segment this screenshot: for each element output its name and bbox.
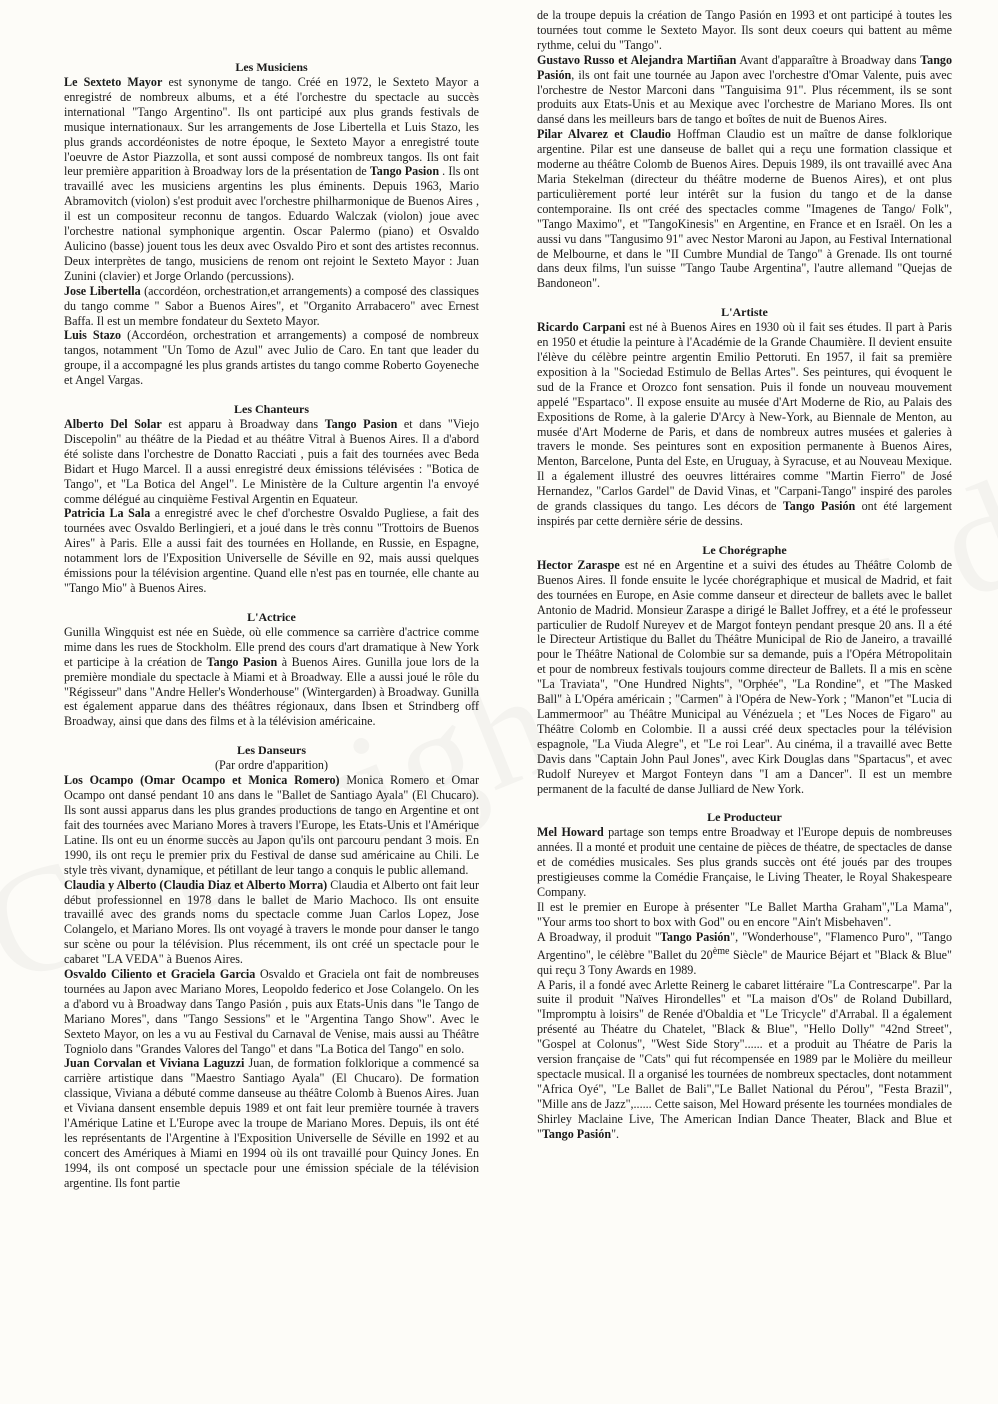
bio-sexteto-mayor: Le Sexteto Mayor est synonyme de tango. Créé en 1972, le Sexteto Mayor a enregistré de nombreux albums, et a été l'orchestre du spectacle au succès international "Tango Argentino". Ils ont participé aux plus grands festivals de musique internationaux. Sur les arrangements de Jose Libertella et Luis Stazo, les plus grands accordéonistes de notre époque, le Sexteto Mayor a enregistré toute l'oeuvre de Astor Piazzolla, et sont aussi composé de nombreux tangos. Ils ont fait leur première apparition à Broadway lors de la présentation de Tango Pasion . Ils ont travaillé avec les musiciens argentins les plus éminents. Depuis 1963, Mario Abramovitch (violon) s'est produit avec l'orchestre philharmonique de Buenos Aires , il est un compositeur reconnu de tangos. Eduardo Walczak (violon) joue avec l'orchestre national symphonique argentin. Oscar Palermo (piano) et Osvaldo Aulicino (basse) jouent tous les deux avec Osvaldo Piro et sont des artistes reconnus. Deux interprètes de tango, musiciens de renom ont rejoint le Sexteto Mayor : Juan Zunini (clavier) et Jorge Orlando (percussions). [64, 75, 479, 283]
bio-name: Osvaldo Ciliento et Graciela Garcia [64, 967, 256, 982]
bio-hector-zaraspe: Hector Zaraspe est né en Argentine et a suivi des études au Théâtre Colomb de Buenos Aires. Il fonde ensuite le lycée chorégraphique et musical de Madrid, et fait des tournées en Europe, en Asie comme danseur et directeur de ballets avec le ballet Antonio de Madrid. Monsieur Zaraspe a dirigé le Ballet Joffrey, et a été le professeur particulier de Rudolf Nureyev et de Margot fonteyn pendant presque 20 ans. Il a été le Directeur Artistique du Ballet du Théâtre Municipal de Rio de Janeiro, a travaillé pour le Théâtre National de Colombie sur sa demande, puis a l'Opéra Métropolitain et pour de nombreux festivals toujours comme directeur de Ballets. Il a mis en scène "La Traviata", "One Hundred Nights", "Orphée", "La Rondine", et "The Masked Ball" à L'Opéra américain ; "Carmen" à l'Opéra de New-York ; "Manon"et "Lucia di Lammermoor" au Théâtre Municipal au Vénézuela ; et "Les Noces de Figaro" au Théâtre Colomb en Colombie. Il a aussi créé deux spectacles pour la télévision espagnole, "La Viuda Alegre", et "Le roi Lear". Au cinéma, il a travaillé avec Bette Davis dans "Captain John Paul Jones", avec Kirk Douglas dans "Spartacus", et avec Rudolf Nureyev et Margot Fonteyn dans "I am a Dancer". Il est un membre permanent de la faculté de danse Julliard de New York. [537, 557, 953, 796]
section-title-choregraphe: Le Chorégraphe [702, 542, 787, 557]
bio-name: Mel Howard [537, 825, 604, 840]
bio-pilar-claudio: Pilar Alvarez et Claudio Hoffman Claudio est un maître de danse folklorique argentine. Pilar est une danseuse de ballet qui a reçu une formation classique et moderne au théâtre Colomb de Buenos Aires. Depuis 1989, ils ont travaillé avec Ana Maria Stekelman (directeur du théâtre moderne de Buenos Aires), et ont plus particulièrement porté leur intérêt sur la fusion du tango et de la danse contemporaine. Ils ont créé des spectacles comme "Imagenes de Tango/ Folk", "Tango Maximo", et "TangoKinesis" en Argentine, en France et en Israël. On les a aussi vu dans "Tangusimo 91" avec Nestor Maroni au Japon, au Festival International de Melbourne, et dans le "II Cumbre Mundial de Tango" à Grenade. Ils ont tourné dans deux films, l'un suisse "Tango Taube Argentina", l'autre allemand "Quejas de Bandoneon". [537, 127, 952, 291]
bio-name: Jose Libertella [64, 283, 141, 298]
section-title-chanteurs: Les Chanteurs [233, 402, 309, 417]
section-title-actrice: L'Actrice [247, 609, 296, 624]
left-column [64, 60, 479, 1191]
bio-osvaldo-graciela: Osvaldo Ciliento et Graciela Garcia Osvaldo et Graciela ont fait de nombreuses tournées au Japon avec Mariano Mores, Leopoldo federico et Jose Colangelo. On les a d'abord vu à Broadway dans Tango Pasión , puis aux Etats-Unis dans "le Tango de Mariano Mores", dans "Tango Sessions" et le "Argentina Tango Show". Avec le Sexteto Mayor, on les a vu au Festival du Carnaval de Venise, mais aussi au Théâtre Togniolo dans "Grandes Valores del Tango" et dans "La Botica del Tango" en solo. [64, 967, 479, 1056]
bio-juan-viviana: Juan Corvalan et Viviana Laguzzi Juan, de formation folklorique a commencé sa carrière artistique dans "Maestro Santiago Ayala" (El Chucaro). De formation classique, Viviana a débuté comme danseuse au théâtre Colomb à Buenos Aires. Juan et Viviana dansent ensemble depuis 1989 et ont fait leur première tournée à travers l'Amérique Latine et L'Europe avec la troupe de Mariano Mores. Depuis, ils ont été les représentants de l'Argentine à l'Exposition Universelle de Séville en 1992 et au concert des Amériques à Miami en 1994 où ils ont travaillé pour Quincy Jones. En 1994, ils ont composé un spectacle pour une émission spéciale de la télévision argentine. Ils font partie [64, 1056, 479, 1190]
right-column [537, 8, 952, 1141]
bio-name: Los Ocampo (Omar Ocampo et Monica Romero) [64, 773, 340, 788]
bio-gunilla-wingquist: Gunilla Wingquist est née en Suède, où elle commence sa carrière d'actrice comme mime dans les rues de Stockholm. Elle prend des cours d'art dramatique à New York et participe à la création de Tango Pasion à Buenos Aires. Gunilla joue lors de la première mondiale du spectacle à Miami et à Broadway. Elle a aussi joué le rôle du "Régisseur" dans "Andre Heller's Wonderhouse" (Wintergarden) à Broadway. Gunilla est également apparue dans des théâtres régionaux, dans Ibsen et Strindberg off Broadway, ainsi que dans des films et à la télévision américaine. [64, 624, 479, 729]
section-subtitle-danseurs: (Par ordre d'apparition) [215, 758, 328, 773]
bio-name: Juan Corvalan et Viviana Laguzzi [64, 1056, 245, 1071]
bio-name: Pilar Alvarez et Claudio [537, 127, 671, 142]
bio-name: Gustavo Russo et Alejandra Martiñan [537, 52, 737, 67]
bio-los-ocampo: Los Ocampo (Omar Ocampo et Monica Romero) Monica Romero et Omar Ocampo ont dansé pendant 10 ans dans le "Ballet de Santiago Ayala" (El Chucaro). Ils sont aussi apparus dans les plus grandes productions de tango en Argentine et ont fait des tournées avec Mariano Mores à travers l'Europe, les Etats-Unis et l'Amérique Latine. Ils ont eu un énorme succès au Japon qu'ils ont parcouru pendant 3 mois. En 1990, ils ont reçu le premier prix du Festival de danse sud américaine au Chili. Le style très vivant, dynamique, et pétillant de leur tango a conquis le public allemand. [64, 773, 479, 877]
section-title-artiste: L'Artiste [721, 305, 768, 320]
bio-name: Claudia y Alberto (Claudia Diaz et Alberto Morra) [64, 877, 328, 892]
bio-mel-howard-paris: A Paris, il a fondé avec Arlette Reinerg le cabaret littéraire "La Contrescarpe". Par la suite il produit "Naïves Hirondelles" et "La maison d'Os" de Roland Dubillard, "Impromptu à loisirs" de Renée d'Obaldia et "Le Tricycle" d'Arrabal. Il a également présenté au Théatre du Chatelet, "Black & Blue", "Hello Dolly" "42nd Street", "Gospel at Colonus", "West Side Story"...... et a produit au Théatre de Paris la version française de "Cats" qui fut récompensée en 1989 par le Molière du meilleur spectacle musical. Il a organisé les tournées de nombreux spectacles, dont notamment "Africa Oyé", "Le Ballet de Bali","Le Ballet National du Pérou", "Festa Brazil", "Mille ans de Jazz",...... Cette saison, Mel Howard présente les tournées mondiales de Shirley Maclaine Live, The American Indian Dance Theater, Black and Blue et "Tango Pasión". [537, 977, 952, 1141]
bio-name: Patricia La Sala [64, 506, 151, 521]
bio-name: Luis Stazo [64, 328, 122, 343]
section-title-producteur: Le Producteur [707, 810, 782, 825]
bio-ricardo-carpani: Ricardo Carpani est né à Buenos Aires en 1930 où il fait ses études. Il part à Paris en 1950 et étudie la peinture à l'Académie de la Grande Chaumière. Il devient ensuite l'élève du célèbre peintre argentin Emilio Pettoruti. En 1957, il fait sa première exposition à la "Sociedad Estimulo de Bellas Artes". Ses peintures, qui évoquent le sud de la France et Orozco font sensation. Puis il fonde un nouveau mouvement appelé "Espartaco". Il expose ensuite au musée d'Art Moderne de Rio, au Palais des Expositions de Rome, à la galerie D'Arcy à New-York, au Biennale de Menton, au musée d'Art Moderne de Paris, et dans de nombreux autres musées et galeries à travers le monde. Ses peintures sont en exposition permanente à Buenos Aires, Menton, Barcelone, Punta del Este, en Uruguay, à Syracuse, et au Nouveau Mexique. Il a également illustré des oeuvres littéraires comme "Martin Fierro" de José Hernandez, "Carlos Gardel" de David Vinas, et "Carpani-Tango" inspiré des paroles de grands classiques du tango. Les décors de Tango Pasión ont été largement inspirés par cette dernière série de dessins. [537, 320, 952, 528]
bio-name: Ricardo Carpani [537, 320, 626, 335]
bio-gustavo-alejandra: Gustavo Russo et Alejandra Martiñan Avant d'apparaître à Broadway dans Tango Pasión, ils ont fait une tournée au Japon avec l'orchestre d'Omar Valente, puis avec l'orchestre de Nestor Marconi dans "Tanguisima 91". Plus récemment, ils se sont produits aux Etats-Unis et au Mexique avec l'orchestre de Mariano Mores. Ils ont dansé dans les meilleurs bars de tango et boîtes de nuit de Buenos Aires. [537, 52, 953, 127]
bio-jose-libertella: Jose Libertella (accordéon, orchestration,et arrangements) a composé des classiques du tango comme " Sabor a Buenos Aires", et "Organito Arrabacero" avec Ernest Baffa. Il est un membre fondateur du Sexteto Mayor. [64, 283, 479, 328]
bio-luis-stazo: Luis Stazo (Accordéon, orchestration et arrangements) a composé de nombreux tangos, notamment "Un Tomo de Azul" avec Julio de Caro. En tant que leader du groupe, il a accompagné les plus grands artistes du tango comme Roberto Goyeneche et Angel Vargas. [64, 328, 479, 388]
bio-claudia-y-alberto: Claudia y Alberto (Claudia Diaz et Alberto Morra) Claudia et Alberto ont fait leur début professionnel en 1978 dans le ballet de Mario Machoco. Ils ont ensuite travaillé avec des grands noms du spectacle comme Juan Carlos Lopez, Jose Colangelo, et Mariano Mores. Ils ont voyagé à travers le monde pour danser le tango sur scène ou pour la télévision. Plus récemment, ils ont créé un spectacle pour le cabaret "LA VEDA" à Buenos Aires. [64, 877, 479, 967]
bio-name: Hector Zaraspe [537, 557, 620, 572]
bio-mel-howard: Mel Howard partage son temps entre Broadway et l'Europe depuis de nombreuses années. Il a monté et produit une centaine de pièces de théatre, de spectacles de danse et de comédies musicales. Ses plus grands succès ont été joués par des troupes prestigieuses comme la Comédie Française, le Living Theater, le Royal Shakespeare Company. [537, 825, 952, 900]
bio-juan-viviana-continued: de la troupe depuis la création de Tango Pasión en 1993 et ont participé à toutes les tournées tout comme le Sexteto Mayor. Ils sont deux coeurs qui battent au même rythme, celui du "Tango". [537, 8, 952, 52]
section-title-danseurs: Les Danseurs [236, 743, 306, 758]
bio-name: Alberto Del Solar [64, 417, 162, 432]
bio-mel-howard-broadway: A Broadway, il produit "Tango Pasión", "Wonderhouse", "Flamenco Puro", "Tango Argentino", le célèbre "Ballet du 20ème Siècle" de Maurice Béjart et "Black & Blue" qui reçu 3 Tony Awards en 1989. [537, 929, 952, 977]
bio-patricia-la-sala: Patricia La Sala a enregistré avec le chef d'orchestre Osvaldo Pugliese, a fait des tournées avec Osvaldo Berlingieri, et a joué dans le très connu "Trottoirs de Buenos Aires" à Paris. Elle a aussi fait des tournées en Hollande, en Russie, en Espagne, notamment lors de l'Exposition Universelle de Séville en 92, mais aussi quelques émissions pour la télévision argentine. Quand elle n'est pas en tournée, elle chante au "Tango Mio" à Buenos Aires. [64, 506, 479, 595]
bio-alberto-del-solar: Alberto Del Solar est apparu à Broadway dans Tango Pasion et dans "Viejo Discepolin" au théâtre de la Piedad et au théâtre Vitral à Buenos Aires. Il a d'abord été soliste dans l'orchestre de Donatto Racciati , puis a fait des tournées avec Beda Bidart et Hugo Marcel. Il a aussi enregistré deux émissions télévisées : "Botica de Tango", et "La Botica del Angel". Le Ministère de la Culture argentin l'a envoyé comme délégué au cinquième Festival Argentin en Equateur. [64, 417, 480, 506]
bio-name: Le Sexteto Mayor [64, 75, 163, 89]
section-title-musiciens: Les Musiciens [235, 60, 308, 74]
bio-mel-howard-europe: Il est le premier en Europe à présenter "Le Ballet Martha Graham","La Mama", "Your arms too short to box with God" ou en encore "Ain't Misbehaven". [537, 899, 952, 929]
